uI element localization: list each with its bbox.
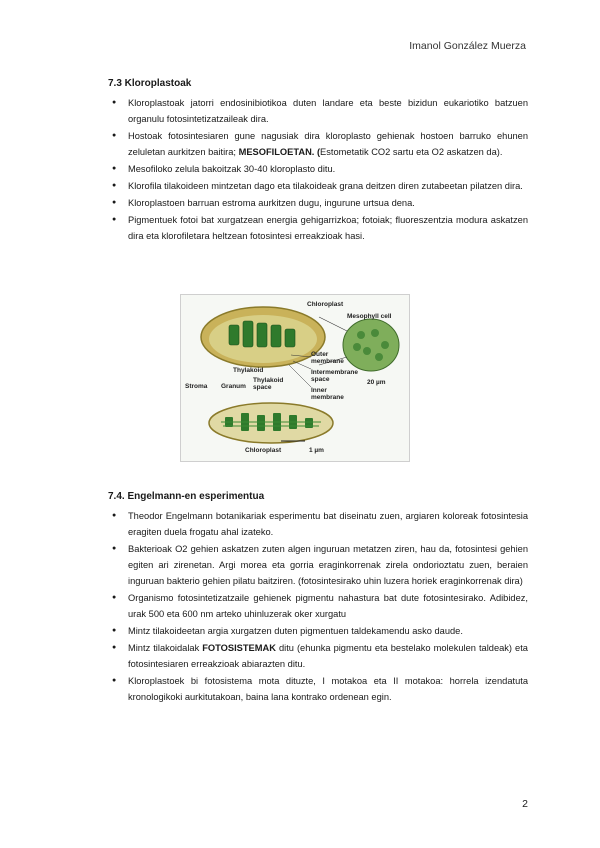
bold-term: MESOFILOETAN. ( — [238, 147, 321, 157]
section-kloroplastoak — [108, 78, 528, 245]
page-number: 2 — [522, 798, 528, 810]
list-item-text: Hostoak fotosintesiaren gune nagusiak dira kloroplasto gehienak hostoen barruko ehunen zeluletan aurkitzen baitira; — [128, 131, 528, 157]
list-item: ● Organismo fotosintetizatzaile gehienek pigmentu nahastura bat dute fotosintesirako. Adibidez, urak 500 eta 600 nm arteko uhinluzerak oker xurgatu — [108, 590, 528, 622]
list-item-text: ditu (ehunka pigmentu eta bestelako molekulen taldeak) eta fotosintesiaren erreakzioak abiarazten ditu. — [128, 643, 528, 669]
list-item — [108, 128, 528, 160]
list-item — [108, 640, 528, 672]
label-scale-1um: 1 µm — [309, 447, 324, 454]
list-item: ● Klorofila tilakoideen mintzetan dago eta tilakoideak grana deitzen diren zutabeetan pilatzen dira. — [108, 178, 528, 194]
section-engelmann — [108, 491, 528, 706]
list-item: ● Kloroplastoek bi fotosistema mota dituzte, I motakoa eta II motakoa: horrela izendatuta kronologikoki aurkitutakoan, baina lana kontrako ordenean egin. — [108, 673, 528, 705]
list-item: ● Mintz tilakoideetan argia xurgatzen duten pigmentuen taldekamendu asko daude. — [108, 623, 528, 639]
list-item-text: Mintz tilakoidalak — [128, 643, 200, 653]
section-title: 7.4. Engelmann-en esperimentua — [108, 491, 265, 502]
label-stroma: Stroma — [185, 383, 208, 390]
section-title: 7.3 Kloroplastoak — [108, 78, 192, 89]
list-item: ● Kloroplastoen barruan estroma aurkitzen dugu, ingurune urtsua dena. — [108, 195, 528, 211]
label-mesophyll-cell: Mesophyll cell — [347, 313, 392, 320]
label-chloroplast-top: Chloroplast — [307, 301, 344, 308]
list-item: ● Bakterioak O2 gehien askatzen zuten algen inguruan metatzen ziren, hau da, fotosintesi gehien egiten ari zirenetan. Argi morea eta gorria eraginkorrenak zirela ondorioztatu zuen, beraien inguruan bakterio gehien pilatu baitziren. (fotosintesirako uhin luzera horiek eraginkorrenak dira) — [108, 541, 528, 589]
list-item-text: Estometatik CO2 sartu eta O2 askatzen da). — [320, 147, 503, 157]
list-item: ● Pigmentuek fotoi bat xurgatzean energia gehigarrizkoa; fotoiak; fluoreszentzia modura askatzen dira eta klorofiletara heltzean fotosintesi erreakzioak hasi. — [108, 212, 528, 244]
label-intermembrane-space: Intermembrane space — [311, 369, 358, 383]
label-thylakoid: Thylakoid — [233, 367, 264, 374]
label-inner-membrane: Inner membrane — [311, 387, 344, 401]
list-item: ● Theodor Engelmann botanikariak esperimentu bat diseinatu zuen, argiaren koloreak fotosintesia eragiten duela frogatu ahal izateko. — [108, 508, 528, 540]
list-item: ● Mesofiloko zelula bakoitzak 30-40 kloroplasto ditu. — [108, 161, 528, 177]
chloroplast-figure — [180, 294, 410, 462]
label-granum: Granum — [221, 383, 246, 390]
header-author: Imanol González Muerza — [409, 40, 526, 52]
bullet-list — [108, 508, 528, 705]
list-item: ● Kloroplastoak jatorri endosinibiotikoa duten landare eta beste bizidun eukariotiko batzuen organulu fotosintetizatzaileak dira. — [108, 95, 528, 127]
label-thylakoid-space: Thylakoid space — [253, 377, 284, 391]
bold-term: FOTOSISTEMAK — [202, 643, 276, 653]
bullet-list — [108, 95, 528, 244]
label-chloroplast-bottom: Chloroplast — [245, 447, 282, 454]
label-outer-membrane: Outer membrane — [311, 351, 344, 365]
label-scale-20um: 20 µm — [367, 379, 386, 386]
